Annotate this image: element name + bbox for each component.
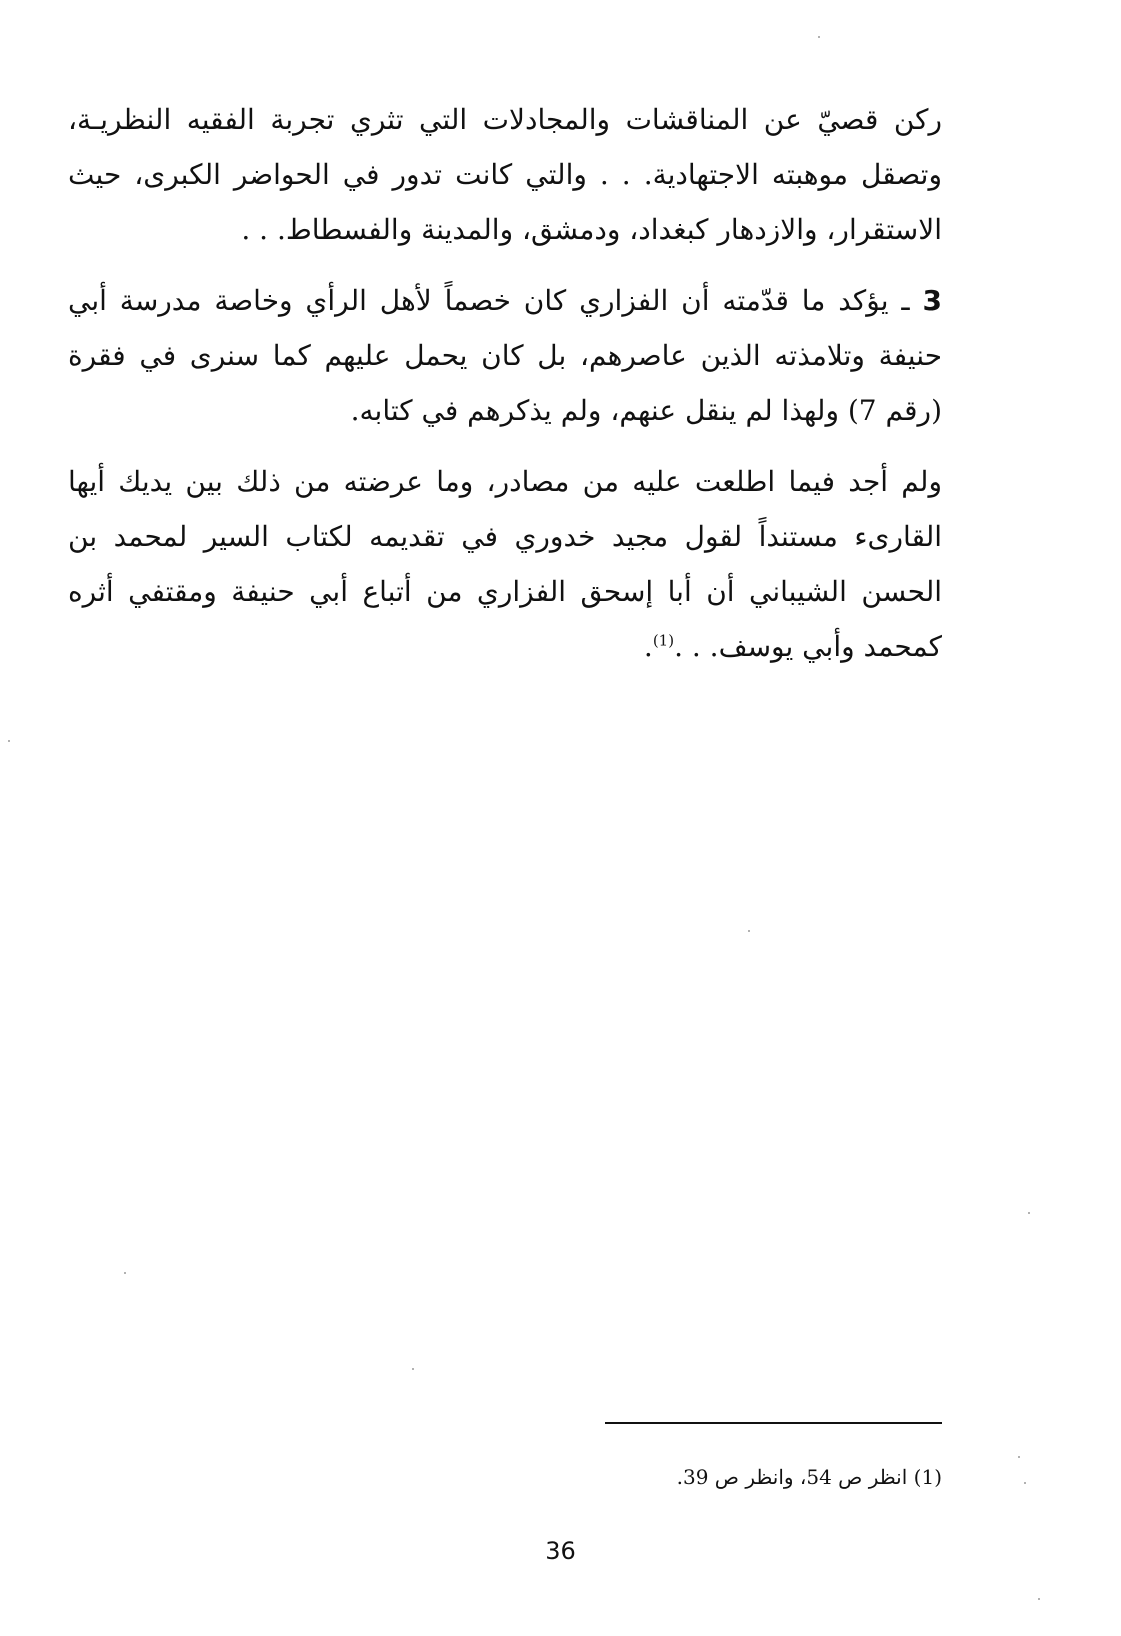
footnote-text: انظر ص 54، وانظر ص 39.	[676, 1465, 908, 1489]
scan-speck	[1018, 1456, 1020, 1458]
page-number: 36	[545, 1537, 576, 1565]
scan-speck	[1038, 1598, 1040, 1600]
paragraph-2-text: ـ يؤكد ما قدّمته أن الفزاري كان خصماً لأهل الرأي وخاصة مدرسة أبي حنيفة وتلامذته الذين عاصرهم، بل كان يحمل عليهم كما سنرى في فقرة (رقم 7) ولهذا لم ينقل عنهم، ولم يذكرهم في كتابه.	[68, 284, 943, 427]
paragraph-2-number: 3	[922, 284, 942, 317]
scan-speck	[124, 1272, 126, 1274]
footnote-reference: (1)	[652, 631, 675, 650]
paragraph-1-text: ركن قصيّ عن المناقشات والمجادلات التي تثري تجربة الفقيه النظريـة، وتصقل موهبته الاجتهادية. . . والتي كانت تدور في الحواضر الكبرى، حيث الاستقرار، والازدهار كبغداد، ودمشق، والمدينة والفسطاط. . .	[68, 103, 942, 246]
footnote-divider	[605, 1422, 942, 1424]
paragraph-3-text: ولم أجد فيما اطلعت عليه من مصادر، وما عرضته من ذلك بين يديك أيها القارىء مستنداً لقول مجيد خدوري في تقديمه لكتاب السير لمحمد بن الحسن الشيباني أن أبا إسحق الفزاري من أتباع أبي حنيفة ومقتفي أثره كمحمد وأبي يوسف. . .	[68, 465, 943, 663]
scan-speck	[818, 36, 820, 38]
main-text	[68, 92, 942, 690]
paragraph-3	[68, 454, 942, 674]
scan-speck	[412, 1368, 414, 1370]
paragraph-2	[68, 273, 942, 438]
scan-speck	[8, 740, 10, 742]
scan-speck	[1024, 1482, 1026, 1484]
scan-speck	[748, 930, 750, 932]
paragraph-3-tail: .	[643, 630, 653, 663]
paragraph-1	[68, 92, 942, 257]
scan-speck	[1028, 1212, 1030, 1214]
footnote	[520, 1462, 942, 1492]
footnote-marker: (1)	[913, 1465, 942, 1489]
